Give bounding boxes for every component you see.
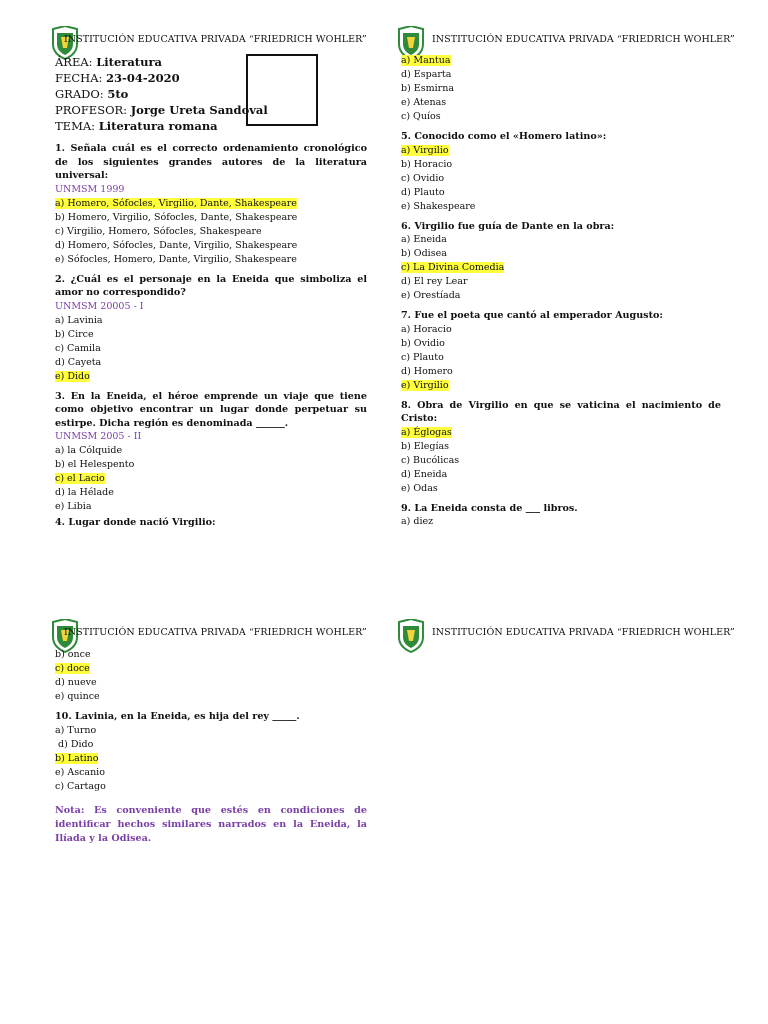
question-source: UNMSM 20005 - I xyxy=(55,300,144,312)
question-source: UNMSM 1999 xyxy=(55,183,125,195)
answer-option: e) Orestíada xyxy=(401,290,461,301)
answer-option: b) Circe xyxy=(55,328,94,340)
answer-option: d) Plauto xyxy=(401,186,445,198)
question-4: 4. Lugar donde nació Virgilio: xyxy=(55,517,216,528)
answer-option: b) Ovidio xyxy=(401,337,445,349)
answer-option: e) Atenas xyxy=(401,97,447,108)
answer-option: d) Esparta xyxy=(401,69,452,80)
answer-option-correct: e) Virgilio xyxy=(401,379,449,391)
answer-option: b) Odisea xyxy=(401,248,447,259)
answer-option: c) Quíos xyxy=(401,111,441,122)
answer-option: a) diez xyxy=(401,516,434,527)
answer-option: d) Homero xyxy=(401,365,453,377)
answer-option: d) Eneida xyxy=(401,468,448,480)
answer-option: d) nueve xyxy=(55,677,97,688)
answer-option-correct: c) doce xyxy=(55,663,90,674)
page1-left-column xyxy=(55,54,367,530)
page2-left-column xyxy=(55,648,367,846)
answer-option: a) Lavinia xyxy=(55,314,103,326)
answer-option: e) Sófocles, Homero, Dante, Virgilio, Shakespeare xyxy=(55,253,297,265)
answer-option: c) Cartago xyxy=(55,780,106,792)
answer-option-correct: a) Homero, Sófocles, Virgilio, Dante, Shakespeare xyxy=(55,197,297,209)
answer-option: c) Ovidio xyxy=(401,172,445,184)
answer-option-correct: a) Mantua xyxy=(401,55,451,66)
answer-option: e) Ascanio xyxy=(55,766,105,778)
answer-option: b) Elegías xyxy=(401,440,450,452)
answer-option: c) Bucólicas xyxy=(401,454,460,466)
answer-option: c) Plauto xyxy=(401,351,444,363)
answer-option: d) Dido xyxy=(55,738,94,750)
header-title: INSTITUCIÓN EDUCATIVA PRIVADA “FRIEDRICH WOHLER” xyxy=(432,627,735,638)
question-source: UNMSM 2005 - II xyxy=(55,431,142,442)
answer-option: d) Cayeta xyxy=(55,356,102,368)
question-2: 2. ¿Cuál es el personaje en la Eneida que simboliza el amor no correspondido? xyxy=(55,273,367,298)
answer-option: a) Eneida xyxy=(401,234,447,245)
answer-option: c) Virgilio, Homero, Sófocles, Shakespeare xyxy=(55,225,262,237)
answer-option: b) once xyxy=(55,649,91,660)
question-9: 9. La Eneida consta de ___ libros. xyxy=(401,502,578,514)
question-5: 5. Conocido como el «Homero latino»: xyxy=(401,131,607,142)
meta-grado: GRADO: 5to xyxy=(55,87,129,101)
meta-fecha: FECHA: 23-04-2020 xyxy=(55,71,180,85)
answer-option: e) quince xyxy=(55,691,100,702)
answer-option: b) Homero, Virgilio, Sófocles, Dante, Shakespeare xyxy=(55,211,298,223)
answer-option-correct: e) Dido xyxy=(55,370,90,382)
page1-right-column xyxy=(401,54,721,529)
answer-option: d) la Hélade xyxy=(55,487,114,498)
question-3: 3. En la Eneida, el héroe emprende un viaje que tiene como objetivo encontrar un lugar donde perpetuar su estirpe. Dicha región es denominada ______. xyxy=(55,390,367,429)
question-7: 7. Fue el poeta que cantó al emperador Augusto: xyxy=(401,310,663,321)
answer-option: e) Shakespeare xyxy=(401,200,476,212)
header-title: INSTITUCIÓN EDUCATIVA PRIVADA “FRIEDRICH WOHLER” xyxy=(432,34,735,45)
meta-tema: TEMA: Literatura romana xyxy=(55,119,218,133)
answer-option: a) Turno xyxy=(55,724,97,736)
header-title: INSTITUCIÓN EDUCATIVA PRIVADA “FRIEDRICH WOHLER” xyxy=(64,34,367,45)
answer-option: b) el Helespento xyxy=(55,459,135,470)
school-shield-icon xyxy=(398,619,424,653)
answer-option-correct: a) Virgilio xyxy=(401,144,449,156)
question-10: 10. Lavinia, en la Eneida, es hija del rey _____. xyxy=(55,711,300,722)
meta-profesor: PROFESOR: Jorge Ureta Sandoval xyxy=(55,103,268,117)
meta-area: ÁREA: Literatura xyxy=(55,55,162,69)
answer-option: e) Libia xyxy=(55,501,92,512)
answer-option: c) Camila xyxy=(55,342,101,354)
header-page2-right xyxy=(398,619,738,659)
question-6: 6. Virgilio fue guía de Dante en la obra: xyxy=(401,220,615,232)
answer-option: b) Esmirna xyxy=(401,83,454,94)
answer-option-correct: b) Latino xyxy=(55,752,99,764)
answer-option-correct: a) Églogas xyxy=(401,426,452,438)
answer-option: a) la Cólquide xyxy=(55,445,123,456)
answer-option: d) Homero, Sófocles, Dante, Virgilio, Shakespeare xyxy=(55,239,298,251)
question-1: 1. Señala cuál es el correcto ordenamiento cronológico de los siguientes grandes autores de la literatura universal: xyxy=(55,143,367,181)
header-title: INSTITUCIÓN EDUCATIVA PRIVADA “FRIEDRICH WOHLER” xyxy=(64,627,367,638)
answer-option-correct: c) La Divina Comedia xyxy=(401,262,505,273)
note: Nota: Es conveniente que estés en condiciones de identificar hechos similares narrados en la Eneida, la Ilíada y la Odisea. xyxy=(55,804,367,844)
question-8: 8. Obra de Virgilio en que se vaticina el nacimiento de Cristo: xyxy=(401,399,721,424)
answer-option-correct: c) el Lacio xyxy=(55,473,105,484)
answer-option: d) El rey Lear xyxy=(401,276,468,287)
answer-option: a) Horacio xyxy=(401,323,452,335)
answer-option: e) Odas xyxy=(401,482,438,494)
answer-option: b) Horacio xyxy=(401,158,453,170)
